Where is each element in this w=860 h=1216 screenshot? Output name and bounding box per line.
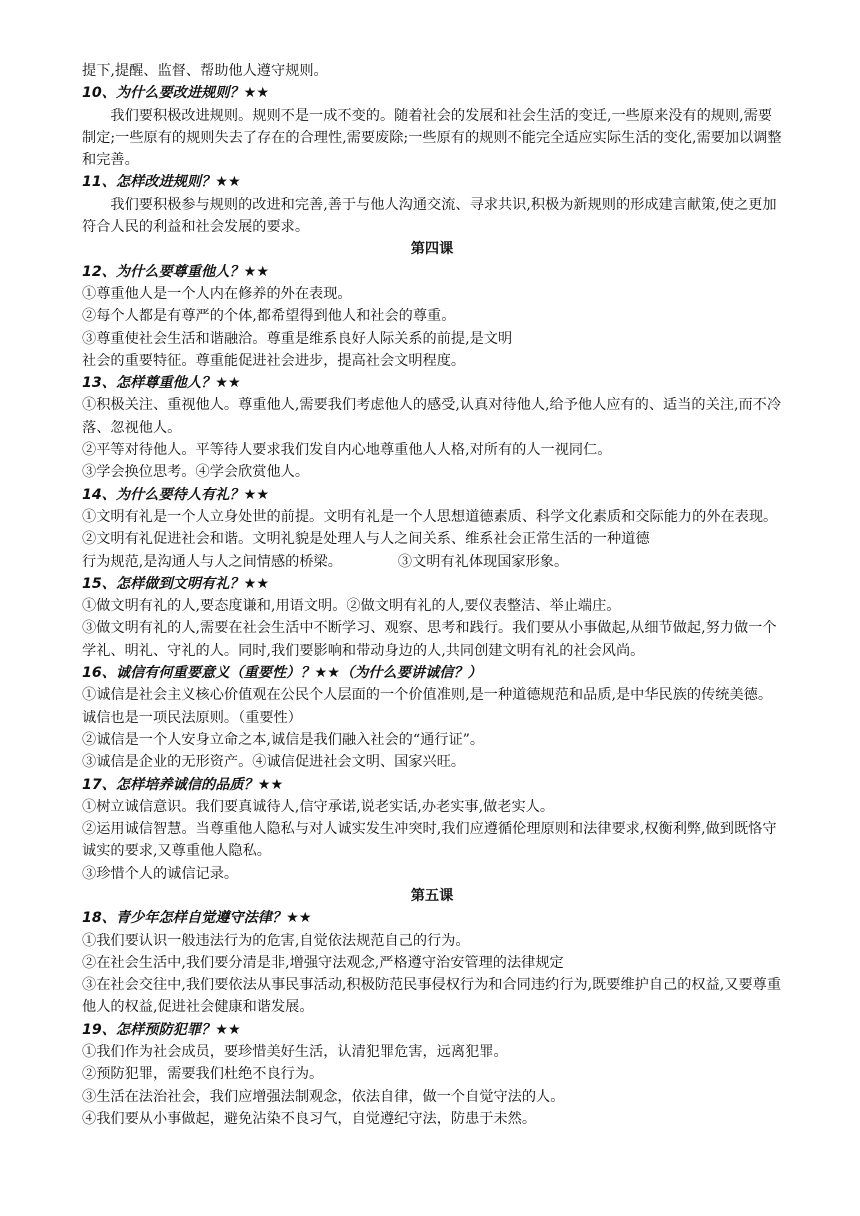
answer-14-point-1: ①文明有礼是一个人立身处世的前提。文明有礼是一个人思想道德素质、科学文化素质和交际能力的外在表现。: [82, 508, 778, 525]
question-18-heading: 18、青少年怎样自觉遵守法律？★★: [82, 910, 312, 927]
question-16-heading: 16、诚信有何重要意义（重要性）？★★（为什么要讲诚信？）: [82, 665, 482, 682]
answer-12-point-2: ②每个人都是有尊严的个体,都希望得到他人和社会的尊重。: [82, 308, 456, 325]
answer-19-point-3: ③生活在法治社会，我们应增强法制观念，依法自律，做一个自觉守法的人。: [82, 1088, 565, 1105]
answer-12-point-3b: 社会的重要特征。尊重能促进社会进步，提高社会文明程度。: [82, 352, 466, 369]
lesson-5-title: 第五课: [410, 887, 454, 904]
answer-19-point-4: ④我们要从小事做起，避免沾染不良习气，自觉遵纪守法，防患于未然。: [82, 1110, 537, 1127]
question-17-heading: 17、怎样培养诚信的品质？★★: [82, 776, 284, 793]
question-15-heading: 15、怎样做到文明有礼？★★: [82, 575, 270, 592]
answer-17-point-2: ②运用诚信智慧。当尊重他人隐私与对人诚实发生冲突时,我们应遵循伦理原则和法律要求,权衡利弊,做到既恪守诚实的要求,又尊重他人隐私。: [82, 821, 777, 860]
answer-17-point-1: ①树立诚信意识。我们要真诚待人,信守承诺,说老实话,办老实事,做老实人。: [82, 798, 555, 815]
answer-16-point-3: ③诚信是企业的无形资产。④诚信促进社会文明、国家兴旺。: [82, 754, 466, 771]
answer-10: 我们要积极改进规则。规则不是一成不变的。随着社会的发展和社会生活的变迁,一些原来没有的规则,需要制定;一些原有的规则失去了存在的合理性,需要废除;一些原有的规则不能完全适应实际生活的变化,需要加以调整和完善。: [82, 107, 782, 169]
question-12-heading: 12、为什么要尊重他人？★★: [82, 263, 270, 280]
lesson-4-title: 第四课: [410, 241, 454, 258]
answer-18-point-1: ①我们要认识一般违法行为的危害,自觉依法规范自己的行为。: [82, 932, 470, 949]
question-19-heading: 19、怎样预防犯罪？★★: [82, 1021, 241, 1038]
answer-14-point-2b: 行为规范,是沟通人与人之间情感的桥梁。: [82, 553, 342, 570]
answer-13-point-2: ②平等对待他人。平等待人要求我们发自内心地尊重他人人格,对所有的人一视同仁。: [82, 442, 612, 459]
question-11-heading: 11、怎样改进规则？★★: [82, 174, 241, 191]
answer-15-point-2: ③做文明有礼的人,需要在社会生活中不断学习、观察、思考和践行。我们要从小事做起,从细节做起,努力做一个学礼、明礼、守礼的人。同时,我们要影响和带动身边的人,共同创建文明有礼的社会风尚。: [82, 620, 777, 659]
answer-16-point-1: ①诚信是社会主义核心价值观在公民个人层面的一个价值准则,是一种道德规范和品质,是中华民族的传统美德。诚信也是一项民法原则。（重要性）: [82, 687, 773, 726]
document-page: [82, 60, 782, 1130]
answer-16-point-2: ②诚信是一个人安身立命之本,诚信是我们融入社会的“通行证”。: [82, 731, 485, 748]
answer-14-point-2a: ②文明有礼促进社会和谐。文明礼貌是处理人与人之间关系、维系社会正常生活的一种道德: [82, 531, 650, 548]
question-13-heading: 13、怎样尊重他人？★★: [82, 375, 241, 392]
question-10-heading: 10、为什么要改进规则？★★: [82, 85, 270, 102]
answer-12-point-1: ①尊重他人是一个人内在修养的外在表现。: [82, 285, 352, 302]
answer-19-point-2: ②预防犯罪，需要我们杜绝不良行为。: [82, 1066, 324, 1083]
answer-14-point-3: ③文明有礼体现国家形象。: [397, 553, 569, 570]
answer-17-point-3: ③珍惜个人的诚信记录。: [82, 865, 239, 882]
answer-19-point-1: ①我们作为社会成员，要珍惜美好生活，认清犯罪危害，远离犯罪。: [82, 1044, 508, 1061]
answer-13-point-3: ③学会换位思考。④学会欣赏他人。: [82, 464, 310, 481]
answer-13-point-1: ①积极关注、重视他人。尊重他人,需要我们考虑他人的感受,认真对待他人,给予他人应有的、适当的关注,而不冷落、忽视他人。: [82, 397, 782, 436]
answer-18-point-3: ③在社会交往中,我们要依法从事民事活动,积极防范民事侵权行为和合同违约行为,既要维护自己的权益,又要尊重他人的权益,促进社会健康和谐发展。: [82, 977, 782, 1016]
answer-18-point-2: ②在社会生活中,我们要分清是非,增强守法观念,严格遵守治安管理的法律规定: [82, 954, 564, 971]
question-14-heading: 14、为什么要待人有礼？★★: [82, 486, 270, 503]
answer-11: 我们要积极参与规则的改进和完善,善于与他人沟通交流、寻求共识,积极为新规则的形成建言献策,使之更加符合人民的利益和社会发展的要求。: [82, 196, 777, 236]
answer-15-point-1: ①做文明有礼的人,要态度谦和,用语文明。②做文明有礼的人,要仪表整洁、举止端庄。: [82, 598, 621, 615]
answer-12-point-3a: ③尊重使社会生活和谐融洽。尊重是维系良好人际关系的前提,是文明: [82, 330, 513, 347]
text-line: 提下,提醒、监督、帮助他人遵守规则。: [82, 63, 328, 79]
answer-14-line-2b: [82, 551, 782, 573]
